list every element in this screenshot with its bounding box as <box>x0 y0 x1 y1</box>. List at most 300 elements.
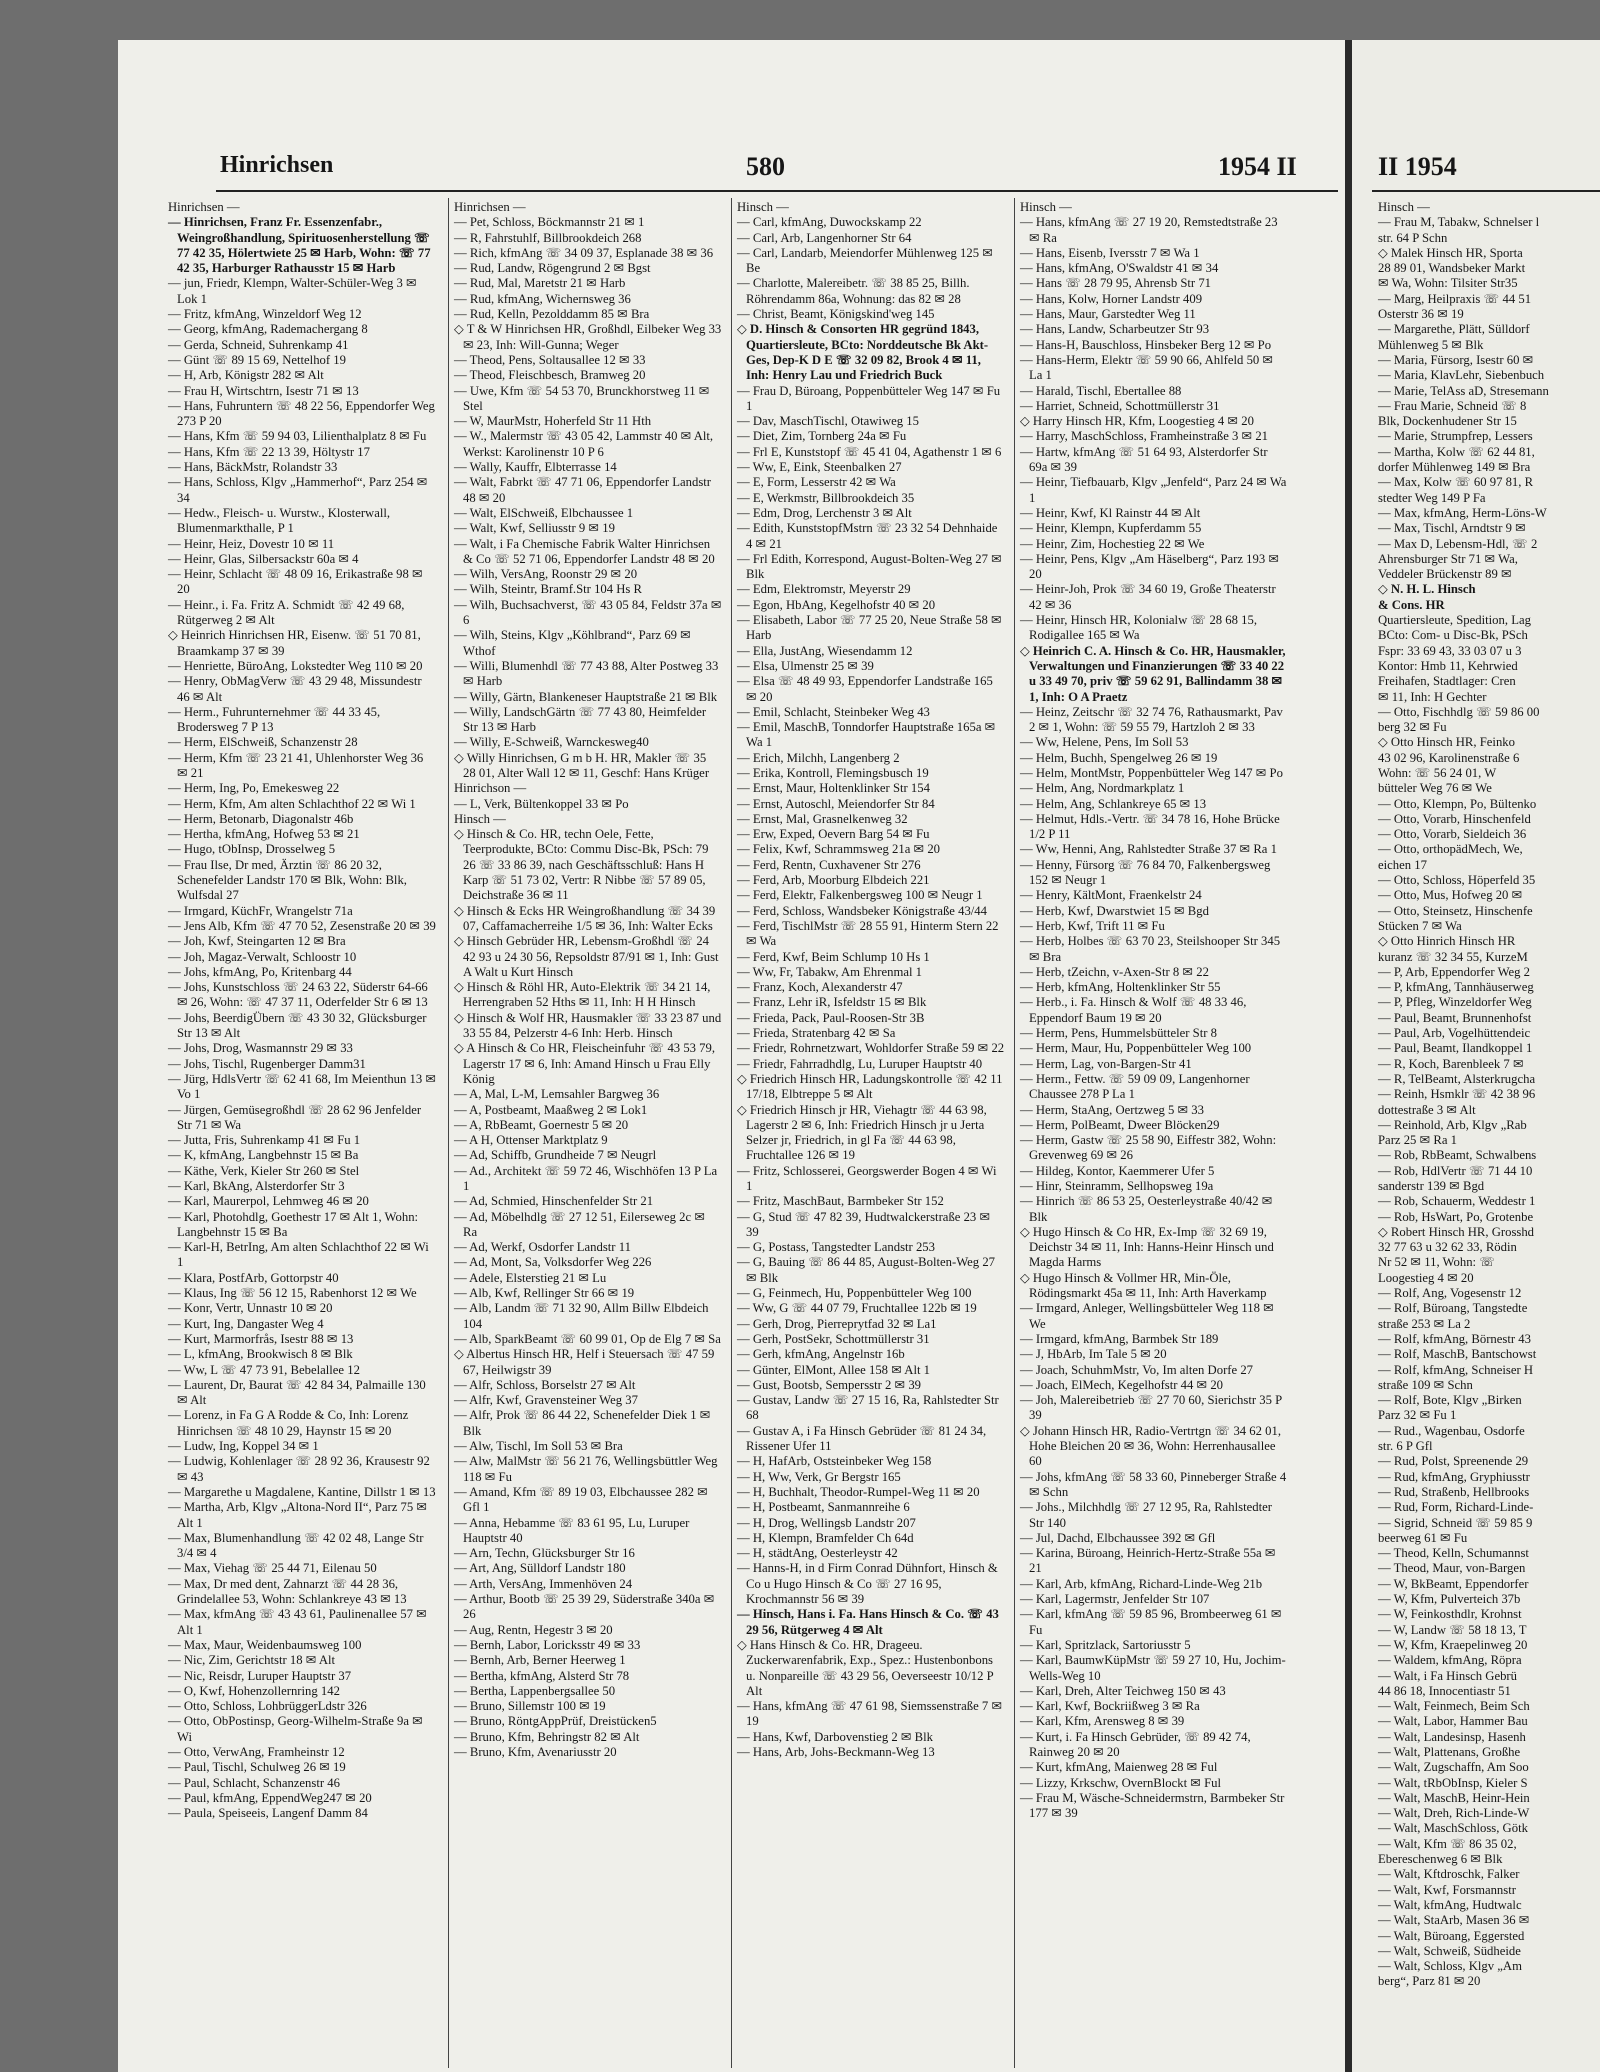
directory-entry: — Alw, MalMstr ☏ 56 21 76, Wellingsbüttler Weg 118 ✉ Fu <box>454 1454 718 1484</box>
directory-entry: — Egon, HbAng, Kegelhofstr 40 ✉ 20 <box>737 597 936 612</box>
directory-entry: — Rob, Schauerm, Weddestr 1 <box>1378 1194 1536 1209</box>
directory-column-1 <box>168 200 436 1821</box>
directory-entry: — Walt, Kwf, Forsmannstr <box>1378 1882 1516 1897</box>
directory-entry: — Rud., Wagenbau, Osdorfe <box>1378 1423 1525 1438</box>
directory-entry: — Paul, kfmAng, EppendWeg247 ✉ 20 <box>168 1790 372 1805</box>
directory-entry: — Rob, RbBeamt, Schwalbens <box>1378 1148 1537 1163</box>
directory-entry: — Emil, Schlacht, Steinbeker Weg 43 <box>737 704 930 719</box>
directory-entry: — Herb, Kwf, Dwarstwiet 15 ✉ Bgd <box>1020 903 1209 918</box>
directory-entry: Ebereschenweg 6 ✉ Blk <box>1378 1852 1503 1867</box>
directory-entry: — Willy, Gärtn, Blankeneser Hauptstraße 21 ✉ Blk <box>454 689 718 704</box>
directory-entry: — Friedr, Fahrradhdlg, Lu, Luruper Hauptstr 40 <box>737 1056 983 1071</box>
directory-entry: — Klaus, Ing ☏ 56 12 15, Rabenhorst 12 ✉ We <box>168 1286 417 1301</box>
directory-entry: — Alfr, Prok ☏ 86 44 22, Schenefelder Diek 1 ✉ Blk <box>454 1408 711 1438</box>
directory-entry: — Gerh, kfmAng, Angelnstr 16b <box>737 1347 905 1362</box>
directory-entry: — Hans, Kfm ☏ 22 13 39, Höltystr 17 <box>168 444 370 459</box>
directory-entry: — Ww, E, Eink, Steenbalken 27 <box>737 460 902 475</box>
directory-column-4 <box>1020 200 1288 1821</box>
directory-entry: ◇ Albertus Hinsch HR, Helf i Steuersach ☏ 47 59 67, Heilwigstr 39 <box>454 1347 715 1377</box>
directory-entry: — P, kfmAng, Tannhäuserweg <box>1378 980 1534 995</box>
directory-entry: — Hinrichsen, Franz Fr. Essenzenfabr., Weingroßhandlung, Spirituosenherstellung ☏ 77 42 35, Hölertwiete 25 ✉ Harb, Wohn: ☏ 77 42 35, Harburger Rathausstr 15 ✉ Harb <box>168 215 431 276</box>
directory-entry: — Karl, Spritzlack, Sartoriusstr 5 <box>1020 1637 1191 1652</box>
directory-entry: — Joh, Kwf, Steingarten 12 ✉ Bra <box>168 934 346 949</box>
directory-entry: — Frl E, Kunststopf ☏ 45 41 04, Agathenstr 1 ✉ 6 <box>737 444 1002 459</box>
directory-entry: — Herb., i. Fa. Hinsch & Wolf ☏ 48 33 46, Eppendorf Baum 19 ✉ 20 <box>1020 995 1247 1025</box>
directory-column-3 <box>737 200 1005 1760</box>
directory-entry: — E, Form, Lesserstr 42 ✉ Wa <box>737 475 896 490</box>
directory-entry: — Karl, Lagermstr, Jenfelder Str 107 <box>1020 1592 1210 1607</box>
directory-entry: ◇ Hinsch & Ecks HR Weingroßhandlung ☏ 34 39 07, Caffamacherreihe 1/5 ✉ 36, Inh: Walter Ecks <box>454 903 716 933</box>
directory-entry: — Paul, Beamt, Ilandkoppel 1 <box>1378 1041 1533 1056</box>
column-divider <box>1014 198 1015 2068</box>
directory-entry: — Walt, Feinmech, Beim Sch <box>1378 1699 1530 1714</box>
directory-column-right-page <box>1378 200 1600 1990</box>
directory-entry: — Karl, Arb, kfmAng, Richard-Linde-Weg 21b <box>1020 1576 1263 1591</box>
directory-entry: — Karl, Dreh, Alter Teichweg 150 ✉ 43 <box>1020 1683 1226 1698</box>
directory-entry: — Walt, Kftdroschk, Falker <box>1378 1867 1520 1882</box>
column-head: Hinsch — <box>737 200 789 214</box>
directory-entry: — Otto, Steinsetz, Hinschenfe <box>1378 903 1533 918</box>
directory-entry: — Karl, Kwf, Bockriißweg 3 ✉ Ra <box>1020 1699 1200 1714</box>
directory-entry: — Theod, Kelln, Schumannst <box>1378 1546 1529 1561</box>
directory-entry: — Art, Ang, Sülldorf Landstr 180 <box>454 1561 626 1576</box>
directory-entry: — Joach, SchuhmMstr, Vo, Im alten Dorfe 27 <box>1020 1362 1254 1377</box>
directory-entry: Freihafen, Stadtlager: Cren <box>1378 674 1516 689</box>
directory-entry: Fspr: 33 69 43, 33 03 07 u 3 <box>1378 643 1522 658</box>
directory-entry: — Fritz, MaschBaut, Barmbeker Str 152 <box>737 1194 944 1209</box>
directory-entry: — Gerda, Schneid, Suhrenkamp 41 <box>168 337 349 352</box>
directory-entry: — Hans, Schloss, Klgv „Hammerhof“, Parz 254 ✉ 34 <box>168 475 428 505</box>
directory-entry: — Herm, PolBeamt, Dweer Blöcken29 <box>1020 1117 1220 1132</box>
directory-entry: — Willy, LandschGärtn ☏ 77 43 80, Heimfelder Str 13 ✉ Harb <box>454 704 707 735</box>
directory-entry: 28 89 01, Wandsbeker Markt <box>1378 261 1526 276</box>
directory-entry: — Ad., Architekt ☏ 59 72 46, Wischhöfen 13 P La 1 <box>454 1163 718 1193</box>
directory-entry: — A, Mal, L-M, Lemsahler Bargweg 36 <box>454 1087 660 1102</box>
directory-entry: — Rolf, kfmAng, Börnestr 43 <box>1378 1331 1531 1346</box>
directory-entry: — Martha, Kolw ☏ 62 44 81, <box>1378 444 1535 459</box>
directory-entry: — Ernst, Maur, Holtenklinker Str 154 <box>737 781 930 796</box>
directory-entry: Wohn: ☏ 56 24 01, W <box>1378 765 1497 780</box>
directory-entry: — Waldem, kfmAng, Röpra <box>1378 1653 1522 1668</box>
directory-entry: berg 32 ✉ Fu <box>1378 720 1447 735</box>
directory-entry: — Hans, Fuhruntern ☏ 48 22 56, Eppendorfer Weg 273 P 20 <box>168 398 435 429</box>
directory-entry: — G, Feinmech, Hu, Poppenbütteler Weg 100 <box>737 1286 972 1301</box>
directory-entry: — Harald, Tischl, Ebertallee 88 <box>1020 383 1182 398</box>
directory-entry: — Rud, Kelln, Pezolddamm 85 ✉ Bra <box>454 307 650 322</box>
directory-entry: — H, HafArb, Oststeinbeker Weg 158 <box>737 1454 932 1469</box>
directory-entry: — Walt, Labor, Hammer Bau <box>1378 1714 1528 1729</box>
directory-entry: — Edm, Elektromstr, Meyerstr 29 <box>737 582 911 597</box>
directory-entry: — Jul, Dachd, Elbchaussee 392 ✉ Gfl <box>1020 1530 1216 1545</box>
directory-entry: — Bruno, Sillemstr 100 ✉ 19 <box>454 1699 606 1714</box>
directory-entry: 44 86 18, Innocentiastr 51 <box>1378 1683 1511 1698</box>
directory-entry: — A, RbBeamt, Goernestr 5 ✉ 20 <box>454 1117 629 1132</box>
directory-entry: ◇ Hinsch & Röhl HR, Auto-Elektrik ☏ 34 21 14, Herrengraben 52 Hths ✉ 11, Inh: H H Hinsch <box>454 980 711 1010</box>
directory-entry: straße 253 ✉ La 2 <box>1378 1316 1471 1331</box>
directory-entry: — Adele, Elsterstieg 21 ✉ Lu <box>454 1270 607 1285</box>
directory-entry: straße 109 ✉ Schn <box>1378 1377 1473 1392</box>
directory-entry: — R, Fahrstuhlf, Billbrookdeich 268 <box>454 230 642 245</box>
directory-entry: — Edm, Drog, Lerchenstr 3 ✉ Alt <box>737 505 912 520</box>
directory-entry: — Paul, Tischl, Schulweg 26 ✉ 19 <box>168 1760 346 1775</box>
directory-entry: — Aug, Rentn, Hegestr 3 ✉ 20 <box>454 1622 613 1637</box>
directory-entry: — Frau D, Büroang, Poppenbütteler Weg 147 ✉ Fu 1 <box>737 383 1001 413</box>
directory-entry: — Otto, ObPostinsp, Georg-Wilhelm-Straße 9a ✉ Wi <box>168 1714 423 1744</box>
directory-entry: ◇ A Hinsch & Co HR, Fleischeinfuhr ☏ 43 53 79, Lagerstr 17 ✉ 6, Inh: Amand Hinsch u Frau Elly König <box>454 1041 716 1086</box>
directory-entry: — H, Postbeamt, Sanmannreihe 6 <box>737 1500 910 1515</box>
directory-entry: — Hans-Herm, Elektr ☏ 59 90 66, Ahlfeld 50 ✉ La 1 <box>1020 352 1274 383</box>
directory-entry: — Hartw, kfmAng ☏ 51 64 93, Alsterdorfer Str 69a ✉ 39 <box>1020 444 1268 475</box>
directory-entry: ◇ Hinsch Gebrüder HR, Lebensm-Großhdl ☏ 24 42 93 u 24 30 56, Repsoldstr 87/91 ✉ 1, Inh: Gust A Walt u Kurt Hinsch <box>454 934 719 979</box>
directory-entry: — Frau Ilse, Dr med, Ärztin ☏ 86 20 32, Schenefelder Landstr 170 ✉ Blk, Wohn: Blk, Wulfsdal 27 <box>168 857 407 903</box>
directory-entry: — Gerh, PostSekr, Schottmüllerstr 31 <box>737 1331 930 1346</box>
directory-entry: — Rud, kfmAng, Gryphiusstr <box>1378 1469 1530 1484</box>
directory-entry: — Amand, Kfm ☏ 89 19 03, Elbchaussee 282 ✉ Gfl 1 <box>454 1484 708 1515</box>
directory-entry: — W, BkBeamt, Eppendorfer <box>1378 1576 1529 1591</box>
directory-entry: — Hildeg, Kontor, Kaemmerer Ufer 5 <box>1020 1163 1215 1178</box>
directory-entry: — Wilh, Buchsachverst, ☏ 43 05 84, Feldstr 37a ✉ 6 <box>454 597 722 628</box>
directory-entry: — Walt, i Fa Chemische Fabrik Walter Hinrichsen & Co ☏ 52 71 06, Eppendorfer Landstr 48 ✉ 20 <box>454 536 715 566</box>
directory-entry: — Heinz, Zeitschr ☏ 32 74 76, Rathausmarkt, Pav 2 ✉ 1, Wohn: ☏ 59 55 79, Hartzloh 2 ✉ 33 <box>1020 704 1283 735</box>
directory-entry: — Walt, Landesinsp, Hasenh <box>1378 1729 1526 1744</box>
directory-entry: — Otto, Vorarb, Sieldeich 36 <box>1378 827 1527 842</box>
directory-entry: — Diet, Zim, Tornberg 24a ✉ Fu <box>737 429 907 444</box>
directory-entry: — Gerh, Drog, Pierreprytfad 32 ✉ La1 <box>737 1316 937 1331</box>
directory-entry: — Harriet, Schneid, Schottmüllerstr 31 <box>1020 398 1220 413</box>
directory-entry: — Rolf, MaschB, Bantschowst <box>1378 1347 1537 1362</box>
directory-entry: — Herb, tZeichn, v-Axen-Str 8 ✉ 22 <box>1020 964 1209 979</box>
directory-entry: — Erika, Kontroll, Flemingsbusch 19 <box>737 765 929 780</box>
directory-entry: — Ad, Schiffb, Grundheide 7 ✉ Neugrl <box>454 1148 657 1163</box>
directory-entry: — Fritz, Schlosserei, Georgswerder Bogen 4 ✉ Wi 1 <box>737 1163 997 1193</box>
directory-entry: — Frau M, Tabakw, Schnelser l <box>1378 215 1540 230</box>
directory-entry: — Nic, Reisdr, Luruper Hauptstr 37 <box>168 1668 352 1683</box>
directory-entry: Blk, Dockenhudener Str 15 <box>1378 414 1517 429</box>
directory-entry: — R, TelBeamt, Alsterkrugcha <box>1378 1071 1536 1086</box>
directory-entry: ◇ Friedrich Hinsch HR, Ladungskontrolle ☏ 42 11 17/18, Elbtreppe 5 ✉ Alt <box>737 1071 1003 1102</box>
directory-entry: — Hans, Landw, Scharbeutzer Str 93 <box>1020 322 1210 337</box>
directory-entry: — Ferd, Rentn, Cuxhavener Str 276 <box>737 857 921 872</box>
directory-entry: — Maria, KlavLehr, Siebenbuch <box>1378 368 1545 383</box>
directory-entry: — Paula, Speiseeis, Langenf Damm 84 <box>168 1806 368 1821</box>
directory-entry: — Nic, Zim, Gerichtstr 18 ✉ Alt <box>168 1653 336 1668</box>
directory-entry: — Walt, Büroang, Eggersted <box>1378 1928 1525 1943</box>
directory-entry: — Wilh, Steintr, Bramf.Str 104 Hs R <box>454 582 643 597</box>
directory-entry: — Hans, Kfm ☏ 59 94 03, Lilienthalplatz 8 ✉ Fu <box>168 429 427 444</box>
directory-entry: — Johs, Tischl, Rugenberger Damm31 <box>168 1056 366 1071</box>
directory-entry: — Herb, Kwf, Trift 11 ✉ Fu <box>1020 918 1165 933</box>
directory-entry: — Henriette, BüroAng, Lokstedter Weg 110 ✉ 20 <box>168 658 423 673</box>
directory-entry: — Heinr, Zim, Hochestieg 22 ✉ We <box>1020 536 1205 551</box>
directory-entry: — Max, Dr med dent, Zahnarzt ☏ 44 28 36, Grindelallee 53, Wohn: Schlankreye 43 ✉ 13 <box>168 1576 407 1607</box>
directory-entry: — Käthe, Verk, Kieler Str 260 ✉ Stel <box>168 1163 360 1178</box>
directory-entry: — Walt, Plattenans, Großhe <box>1378 1744 1521 1759</box>
directory-entry: — Walt, MaschB, Heinr-Hein <box>1378 1790 1530 1805</box>
directory-entry: — Wally, Kauffr, Elbterrasse 14 <box>454 460 617 475</box>
directory-entry: — Karl, BaumwKüpMstr ☏ 59 27 10, Hu, Jochim-Wells-Weg 10 <box>1020 1653 1286 1683</box>
directory-entry: Quartiersleute, Spedition, Lag <box>1378 613 1531 628</box>
directory-entry: — Walt, tRbObInsp, Kieler S <box>1378 1775 1528 1790</box>
directory-entry: — Ferd, Schloss, Wandsbeker Königstraße 43/44 <box>737 903 987 918</box>
directory-entry: — Ad, Mont, Sa, Volksdorfer Weg 226 <box>454 1255 652 1270</box>
directory-entry: — Carl, Arb, Langenhorner Str 64 <box>737 230 912 245</box>
directory-entry: — Theod, Pens, Soltausallee 12 ✉ 33 <box>454 352 646 367</box>
directory-entry: — Martha, Arb, Klgv „Altona-Nord II“, Parz 75 ✉ Alt 1 <box>168 1500 428 1530</box>
directory-entry: — H, Buchhalt, Theodor-Rumpel-Weg 11 ✉ 20 <box>737 1484 980 1499</box>
directory-entry: — Bernh, Arb, Berner Heerweg 1 <box>454 1653 626 1668</box>
directory-entry: — Rob, HdlVertr ☏ 71 44 10 <box>1378 1163 1533 1178</box>
directory-entry: Loogestieg 4 ✉ 20 <box>1378 1270 1474 1285</box>
directory-entry: — Hedw., Fleisch- u. Wurstw., Klosterwall, Blumenmarkthalle, P 1 <box>168 505 391 536</box>
directory-entry: — Ferd, Arb, Moorburg Elbdeich 221 <box>737 873 930 888</box>
directory-entry: sanderstr 139 ✉ Bgd <box>1378 1179 1485 1193</box>
column-head: Hinrichsen — <box>454 200 526 214</box>
directory-entry: — W, Feinkosthdlr, Krohnst <box>1378 1607 1522 1622</box>
directory-entry: — Otto, Schloss, Höperfeld 35 <box>1378 873 1536 888</box>
column-head: Hinsch — <box>1378 200 1430 214</box>
directory-entry: — Helm, MontMstr, Poppenbütteler Weg 147 ✉ Po <box>1020 765 1283 780</box>
directory-entry: — L, Verk, Bültenkoppel 33 ✉ Po <box>454 796 629 811</box>
directory-entry: — Ww, Fr, Tabakw, Am Ehrenmal 1 <box>737 964 923 979</box>
directory-entry: — Heinr, Schlacht ☏ 48 09 16, Erikastraße 98 ✉ 20 <box>168 567 423 597</box>
directory-entry: — Rolf, Bote, Klgv „Birken <box>1378 1393 1522 1408</box>
directory-entry: — Laurent, Dr, Baurat ☏ 42 84 34, Palmaille 130 ✉ Alt <box>168 1377 426 1408</box>
directory-entry: — Walt, Fabrkt ☏ 47 71 06, Eppendorfer Landstr 48 ✉ 20 <box>454 475 712 505</box>
directory-entry: bütteler Weg 76 ✉ We <box>1378 781 1492 796</box>
directory-entry: — Herm, Pens, Hummelsbütteler Str 8 <box>1020 1026 1217 1041</box>
directory-entry: — Heinr, Tiefbauarb, Klgv „Jenfeld“, Parz 24 ✉ Wa 1 <box>1020 475 1287 505</box>
directory-entry: — Walt, Schweiß, Südheide <box>1378 1943 1521 1958</box>
directory-entry: — Günter, ElMont, Allee 158 ✉ Alt 1 <box>737 1362 931 1377</box>
directory-entry: — Erw, Exped, Oevern Barg 54 ✉ Fu <box>737 827 930 842</box>
directory-entry: — Erich, Milchh, Langenberg 2 <box>737 750 900 765</box>
directory-entry: — E, Werkmstr, Billbrookdeich 35 <box>737 490 915 505</box>
directory-entry: — Alw, Tischl, Im Soll 53 ✉ Bra <box>454 1439 623 1454</box>
directory-entry: — Edith, KunststopfMstrn ☏ 23 32 54 Dehnhaide 4 ✉ 21 <box>737 521 998 551</box>
running-head-name: Hinrichsen <box>220 152 334 178</box>
right-page-running-head: II 1954 <box>1378 152 1457 181</box>
directory-entry: — W, Kfm, Kraepelinweg 20 <box>1378 1637 1528 1652</box>
directory-entry: — Hans, Kolw, Horner Landstr 409 <box>1020 291 1203 306</box>
directory-entry: — Arn, Techn, Glücksburger Str 16 <box>454 1546 635 1561</box>
directory-entry: — Hans, Eisenb, Iversstr 7 ✉ Wa 1 <box>1020 245 1200 260</box>
directory-entry: — Walt, Schloss, Klgv „Am <box>1378 1959 1522 1974</box>
directory-entry: — Johs, kfmAng ☏ 58 33 60, Pinneberger Straße 4 ✉ Schn <box>1020 1469 1287 1499</box>
directory-entry: — Hans, BäckMstr, Rolandstr 33 <box>168 460 338 475</box>
directory-entry: 43 02 96, Karolinenstraße 6 <box>1378 750 1520 765</box>
directory-entry: berg“, Parz 81 ✉ 20 <box>1378 1974 1481 1989</box>
directory-entry: — Hans, Arb, Johs-Beckmann-Weg 13 <box>737 1744 935 1759</box>
directory-entry: — Bruno, RöntgAppPrüf, Dreistücken5 <box>454 1714 657 1729</box>
directory-entry: ◇ Friedrich Hinsch jr HR, Viehagtr ☏ 44 63 98, Lagerstr 2 ✉ 6, Inh: Friedrich Hinsch jr u Jerta Selzer jr, Friedrich, in gl Fa ☏ 44 63 98, Fruchtallee 126 ✉ 19 <box>737 1102 987 1163</box>
directory-entry: — Kurt, Marmorfrås, Isestr 88 ✉ 13 <box>168 1331 354 1346</box>
directory-entry: — Johs, Drog, Wasmannstr 29 ✉ 33 <box>168 1041 353 1056</box>
directory-entry: — Walt, kfmAng, Hudtwalc <box>1378 1897 1522 1912</box>
directory-entry: — Hans, kfmAng, O'Swaldstr 41 ✉ 34 <box>1020 261 1219 276</box>
directory-entry: — Arth, VersAng, Immenhöven 24 <box>454 1576 633 1591</box>
directory-entry: — Otto, Schloss, LohbrüggerLdstr 326 <box>168 1699 367 1714</box>
directory-entry: — Herm, Betonarb, Diagonalstr 46b <box>168 811 354 826</box>
directory-entry: — Heinr., i. Fa. Fritz A. Schmidt ☏ 42 49 68, Rütgerweg 2 ✉ Alt <box>168 597 405 628</box>
directory-entry: — Paul, Arb, Vogelhüttendeic <box>1378 1026 1531 1041</box>
directory-entry: — Rud, Landw, Rögengrund 2 ✉ Bgst <box>454 261 651 276</box>
directory-entry: — Margarethe u Magdalene, Kantine, Dillstr 1 ✉ 13 <box>168 1484 436 1499</box>
column-divider <box>731 198 732 2068</box>
directory-entry: — Herm, Lag, von-Bargen-Str 41 <box>1020 1056 1192 1071</box>
directory-entry: — Otto, VerwAng, Framheinstr 12 <box>168 1744 345 1759</box>
directory-entry: — Karl, Kfm, Arensweg 8 ✉ 39 <box>1020 1714 1185 1729</box>
directory-entry: — Ferd, Kwf, Beim Schlump 10 Hs 1 <box>737 949 930 964</box>
directory-entry: beerweg 61 ✉ Fu <box>1378 1530 1468 1545</box>
directory-entry: — Jutta, Fris, Suhrenkamp 41 ✉ Fu 1 <box>168 1133 361 1148</box>
directory-entry: — K, kfmAng, Langbehnstr 15 ✉ Ba <box>168 1148 359 1163</box>
directory-entry: — Otto, Vorarb, Hinschenfeld <box>1378 811 1531 826</box>
directory-entry: — A, Postbeamt, Maaßweg 2 ✉ Lok1 <box>454 1102 648 1117</box>
directory-entry: str. 64 P Schn <box>1378 230 1448 245</box>
directory-entry: — Hans, Maur, Garstedter Weg 11 <box>1020 307 1196 322</box>
directory-entry: — Walt, MaschSchloss, Götk <box>1378 1821 1528 1836</box>
directory-entry: — Herb, Holbes ☏ 63 70 23, Steilshooper Str 345 ✉ Bra <box>1020 934 1281 964</box>
directory-entry: — Ww, L ☏ 47 73 91, Bebelallee 12 <box>168 1362 360 1377</box>
directory-entry: — Helm, Buchh, Spengelweg 26 ✉ 19 <box>1020 750 1218 765</box>
directory-entry: — Pet, Schloss, Böckmannstr 21 ✉ 1 <box>454 215 645 230</box>
directory-entry: — Ernst, Mal, Grasnelkenweg 32 <box>737 811 908 826</box>
directory-entry: — Frl Edith, Korrespond, August-Bolten-Weg 27 ✉ Blk <box>737 551 1002 582</box>
directory-entry: — Max, Kolw ☏ 60 97 81, R <box>1378 475 1534 490</box>
directory-entry: ◇ Otto Hinrich Hinsch HR <box>1378 934 1516 949</box>
directory-entry: — Willi, Blumenhdl ☏ 77 43 88, Alter Postweg 33 ✉ Harb <box>454 658 719 689</box>
directory-entry: — Hinsch, Hans i. Fa. Hans Hinsch & Co. ☏ 43 29 56, Rütgerweg 4 ✉ Alt <box>737 1607 999 1637</box>
directory-entry: ◇ Harry Hinsch HR, Kfm, Loogestieg 4 ✉ 20 <box>1020 414 1254 429</box>
directory-entry: — Johs, BeerdigÜbern ☏ 43 30 32, Glücksburger Str 13 ✉ Alt <box>168 1010 427 1041</box>
directory-entry: dorfer Mühlenweg 149 ✉ Bra <box>1378 460 1531 475</box>
directory-entry: — Gustav, Landw ☏ 27 15 16, Ra, Rahlstedter Str 68 <box>737 1393 999 1423</box>
directory-entry: — Rud, Straßenb, Hellbrooks <box>1378 1484 1530 1499</box>
directory-entry: — Frau M, Wäsche-Schneidermstrn, Barmbeker Str 177 ✉ 39 <box>1020 1790 1285 1821</box>
directory-entry: — Otto, Fischhdlg ☏ 59 86 00 <box>1378 704 1540 719</box>
directory-entry: — Joach, ElMech, Kegelhofstr 44 ✉ 20 <box>1020 1377 1224 1392</box>
column-head: Hinsch — <box>1020 200 1072 214</box>
directory-entry: — Heinr, Glas, Silbersackstr 60a ✉ 4 <box>168 551 359 566</box>
directory-entry: — Reinhold, Arb, Klgv „Rab <box>1378 1117 1527 1132</box>
directory-entry: — W, Kfm, Pulverteich 37b <box>1378 1592 1521 1607</box>
directory-entry: Parz 32 ✉ Fu 1 <box>1378 1408 1457 1423</box>
directory-entry: — Elisabeth, Labor ☏ 77 25 20, Neue Straße 58 ✉ Harb <box>737 613 1002 643</box>
directory-entry: — Gust, Bootsb, Sempersstr 2 ✉ 39 <box>737 1377 922 1392</box>
directory-entry: — Alfr, Kwf, Gravensteiner Weg 37 <box>454 1393 638 1408</box>
directory-entry: ✉ 11, Inh: H Gechter <box>1378 689 1487 704</box>
directory-entry: ◇ Hugo Hinsch & Co HR, Ex-Imp ☏ 32 69 19, Deichstr 34 ✉ 11, Inh: Hanns-Heinr Hinsch und Magda Harms <box>1020 1224 1274 1270</box>
directory-entry: — R, Koch, Barenbleek 7 ✉ <box>1378 1056 1524 1071</box>
directory-entry: & Cons. HR <box>1378 597 1445 612</box>
directory-entry: — Jürgen, Gemüsegroßhdl ☏ 28 62 96 Jenfelder Str 71 ✉ Wa <box>168 1102 422 1132</box>
directory-entry: — Fritz, kfmAng, Winzeldorf Weg 12 <box>168 307 362 322</box>
directory-entry: — Alb, Kwf, Rellinger Str 66 ✉ 19 <box>454 1286 635 1301</box>
directory-entry: — Uwe, Kfm ☏ 54 53 70, Brunckhorstweg 11 ✉ Stel <box>454 383 710 413</box>
directory-entry: — Karina, Büroang, Heinrich-Hertz-Straße 55a ✉ 21 <box>1020 1546 1276 1576</box>
directory-entry: — Herm, ElSchweiß, Schanzenstr 28 <box>168 735 358 750</box>
directory-entry: — Hinr, Steinramm, Sellhopsweg 19a <box>1020 1179 1214 1193</box>
directory-entry: — Ferd, Elektr, Falkenbergsweg 100 ✉ Neugr 1 <box>737 888 983 903</box>
directory-entry: — Helm, Ang, Schlankreye 65 ✉ 13 <box>1020 796 1207 811</box>
directory-entry: Mühlenweg 5 ✉ Blk <box>1378 337 1484 352</box>
directory-entry: — Kurt, kfmAng, Maienweg 28 ✉ Ful <box>1020 1760 1218 1775</box>
directory-entry: — Max, Maur, Weidenbaumsweg 100 <box>168 1637 362 1652</box>
directory-entry: — O, Kwf, Hohenzollernring 142 <box>168 1683 340 1698</box>
directory-entry: ◇ Willy Hinrichsen, G m b H. HR, Makler ☏ 35 28 01, Alter Wall 12 ✉ 11, Geschf: Hans Krüger <box>454 750 710 780</box>
directory-entry: — Herb, kfmAng, Holtenklinker Str 55 <box>1020 980 1221 995</box>
header-rule <box>216 190 1338 192</box>
directory-entry: — Frieda, Stratenbarg 42 ✉ Sa <box>737 1026 896 1041</box>
directory-entry: — G, Bauing ☏ 86 44 85, August-Bolten-Weg 27 ✉ Blk <box>737 1255 996 1285</box>
directory-entry: — Willy, E-Schweiß, Warnckesweg40 <box>454 735 649 750</box>
directory-entry: — G, Postass, Tangstedter Landstr 253 <box>737 1240 935 1255</box>
directory-entry: — Henry, ObMagVerw ☏ 43 29 48, Missundestr 46 ✉ Alt <box>168 674 422 704</box>
directory-entry: — Ad, Werkf, Osdorfer Landstr 11 <box>454 1240 631 1255</box>
directory-entry: — Paul, Schlacht, Schanzenstr 46 <box>168 1775 340 1790</box>
directory-entry: — Bertha, Lappenbergsallee 50 <box>454 1683 616 1698</box>
directory-entry: — H, Drog, Wellingsb Landstr 207 <box>737 1515 916 1530</box>
directory-entry: — Georg, kfmAng, Rademachergang 8 <box>168 322 368 337</box>
directory-entry: — Henny, Fürsorg ☏ 76 84 70, Falkenbergsweg 152 ✉ Neugr 1 <box>1020 857 1271 888</box>
directory-entry: — Max, Viehag ☏ 25 44 71, Eilenau 50 <box>168 1561 377 1576</box>
directory-entry: Parz 25 ✉ Ra 1 <box>1378 1133 1457 1148</box>
directory-entry: — Hans, Kwf, Darbovenstieg 2 ✉ Blk <box>737 1729 933 1744</box>
directory-entry: — Rolf, Büroang, Tangstedte <box>1378 1301 1528 1316</box>
directory-entry: — Kurt, Ing, Dangaster Weg 4 <box>168 1316 324 1331</box>
directory-entry: — Alb, SparkBeamt ☏ 60 99 01, Op de Elg 7 ✉ Sa <box>454 1331 721 1346</box>
directory-entry: Stücken 7 ✉ Wa <box>1378 918 1462 933</box>
directory-entry: ◇ Malek Hinsch HR, Sporta <box>1378 245 1523 260</box>
directory-entry: — Herm., Fettw. ☏ 59 09 09, Langenhorner Chaussee 278 P La 1 <box>1020 1071 1250 1102</box>
directory-entry: — Rich, kfmAng ☏ 34 09 37, Esplanade 38 ✉ 36 <box>454 245 714 260</box>
directory-entry: — Ww, G ☏ 44 07 79, Fruchtallee 122b ✉ 19 <box>737 1301 977 1316</box>
directory-entry: — Otto, orthopädMech, We, <box>1378 842 1523 857</box>
directory-entry: — Anna, Hebamme ☏ 83 61 95, Lu, Luruper Hauptstr 40 <box>454 1515 690 1545</box>
directory-entry: — Karl, kfmAng ☏ 59 85 96, Brombeerweg 61 ✉ Fu <box>1020 1607 1282 1637</box>
directory-entry: — Joh, Magaz-Verwalt, Schloostr 10 <box>168 949 357 964</box>
directory-entry: — Ferd, TischlMstr ☏ 28 55 91, Hinterm Stern 22 ✉ Wa <box>737 918 999 949</box>
directory-entry: — Walt, Kfm ☏ 86 35 02, <box>1378 1836 1517 1851</box>
directory-entry: — W, MaurMstr, Hoherfeld Str 11 Hth <box>454 414 652 429</box>
directory-entry: — Otto, Mus, Hofweg 20 ✉ <box>1378 888 1523 903</box>
directory-entry: — Lorenz, in Fa G A Rodde & Co, Inh: Lorenz Hinrichsen ☏ 48 10 29, Haynstr 15 ✉ 20 <box>168 1408 409 1438</box>
directory-entry: — Marg, Heilpraxis ☏ 44 51 <box>1378 291 1532 306</box>
directory-entry: — Rud, Polst, Spreenende 29 <box>1378 1454 1529 1469</box>
directory-entry: — Joh, Malereibetrieb ☏ 27 70 60, Sierichstr 35 P 39 <box>1020 1393 1282 1423</box>
directory-entry: — Frau H, Wirtschtrn, Isestr 71 ✉ 13 <box>168 383 359 398</box>
directory-entry: ◇ Hans Hinsch & Co. HR, Drageeu. Zuckerwarenfabrik, Exp., Spez.: Hustenbonbons u. Nonpareille ☏ 43 29 56, Oeverseestr 10/12 P Alt <box>737 1637 994 1698</box>
directory-entry: — Max, Blumenhandlung ☏ 42 02 48, Lange Str 3/4 ✉ 4 <box>168 1530 424 1561</box>
directory-entry: — Herm, Ing, Po, Emekesweg 22 <box>168 781 340 796</box>
directory-entry: dottestraße 3 ✉ Alt <box>1378 1102 1476 1117</box>
directory-entry: stedter Weg 149 P Fa <box>1378 490 1486 505</box>
directory-entry: — Heinr, Pens, Klgv „Am Häselberg“, Parz 193 ✉ 20 <box>1020 551 1280 582</box>
directory-entry: — H, Ww, Verk, Gr Bergstr 165 <box>737 1469 901 1484</box>
directory-entry: — Walt, Kwf, Selliusstr 9 ✉ 19 <box>454 521 615 536</box>
directory-entry: — Max D, Lebensm-Hdl, ☏ 2 <box>1378 536 1538 551</box>
directory-entry: — Herm, Gastw ☏ 25 58 90, Eiffestr 382, Wohn: Grevenweg 69 ✉ 26 <box>1020 1133 1277 1163</box>
directory-entry: — Günt ☏ 89 15 69, Nettelhof 19 <box>168 352 346 367</box>
directory-entry: — Kurt, i. Fa Hinsch Gebrüder, ☏ 89 42 74, Rainweg 20 ✉ 20 <box>1020 1729 1251 1759</box>
directory-entry: — J, HbArb, Im Tale 5 ✉ 20 <box>1020 1347 1167 1362</box>
directory-entry: — Rud, Form, Richard-Linde- <box>1378 1500 1534 1515</box>
directory-entry: ◇ Hinsch & Co. HR, techn Oele, Fette, Teerprodukte, BCto: Commu Disc-Bk, PSch: 79 26 ☏ 33 86 39, nach Geschäftsschluß: Hans H Karp ☏ 51 73 02, Vertr: R Nibbe ☏ 57 89 05, Deichstraße 36 ✉ 11 <box>454 827 709 903</box>
column-head: Hinrichsen — <box>168 200 240 214</box>
directory-entry: — Hinrich ☏ 86 53 25, Oesterleystraße 40/42 ✉ Blk <box>1020 1194 1273 1224</box>
directory-entry: — Johs., Milchhdlg ☏ 27 12 95, Ra, Rahlstedter Str 140 <box>1020 1500 1272 1530</box>
directory-entry: — Max, kfmAng ☏ 43 43 61, Paulinenallee 57 ✉ Alt 1 <box>168 1607 427 1637</box>
